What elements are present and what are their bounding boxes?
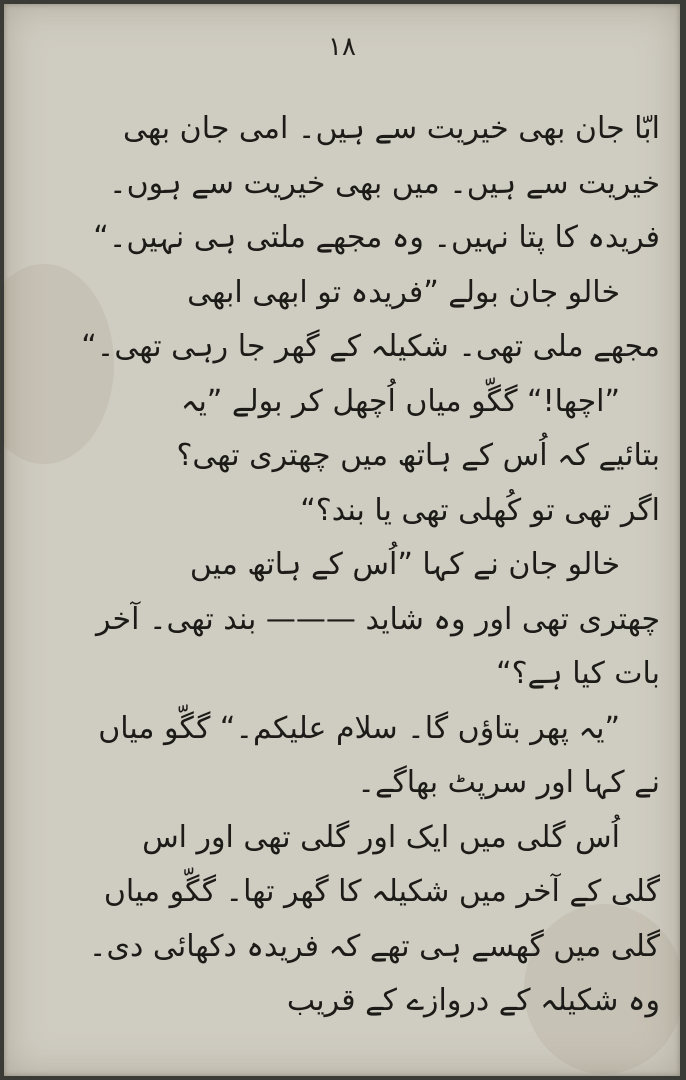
text-line: خیریت سے ہیں۔ میں بھی خیریت سے ہوں۔ (109, 165, 660, 201)
text-line: اُس گلی میں ایک اور گلی تھی اور اس (142, 819, 620, 855)
text-line: بات کیا ہے؟“ (496, 656, 660, 691)
text-line: نے کہا اور سرپٹ بھاگے۔ (357, 765, 660, 800)
text-line: وہ شکیلہ کے دروازے کے قریب (286, 983, 660, 1018)
text-line: گلی کے آخر میں شکیلہ کا گھر تھا۔ گگّو میاں (103, 874, 660, 909)
text-line: ”اچھا!“ گگّو میاں اُچھل کر بولے ”یہ (180, 383, 620, 419)
text-line: خالو جان بولے ”فریدہ تو ابھی ابھی (187, 274, 620, 310)
page-number: ۱۸ (328, 32, 356, 62)
text-line: ”یہ پھر بتاؤں گا۔ سلام علیکم۔“ گگّو میاں (98, 710, 620, 746)
book-page (4, 4, 680, 1076)
text-line: خالو جان نے کہا ”اُس کے ہاتھ میں (189, 547, 620, 582)
text-line: فریدہ کا پتا نہیں۔ وہ مجھے ملتی ہی نہیں۔“ (93, 220, 660, 255)
text-line: اگر تھی تو کُھلی تھی یا بند؟“ (300, 492, 660, 528)
text-line: چھتری تھی اور وہ شاید ——— بند تھی۔ آخر (95, 601, 660, 637)
page-text (48, 102, 660, 1029)
text-line: ابّا جان بھی خیریت سے ہیں۔ امی جان بھی (122, 111, 660, 146)
text-line: مجھے ملی تھی۔ شکیلہ کے گھر جا رہی تھی۔“ (81, 329, 660, 364)
text-line: بتائیے کہ اُس کے ہاتھ میں چھتری تھی؟ (176, 438, 660, 473)
text-line: گلی میں گھسے ہی تھے کہ فریدہ دکھائی دی۔ (88, 928, 660, 964)
